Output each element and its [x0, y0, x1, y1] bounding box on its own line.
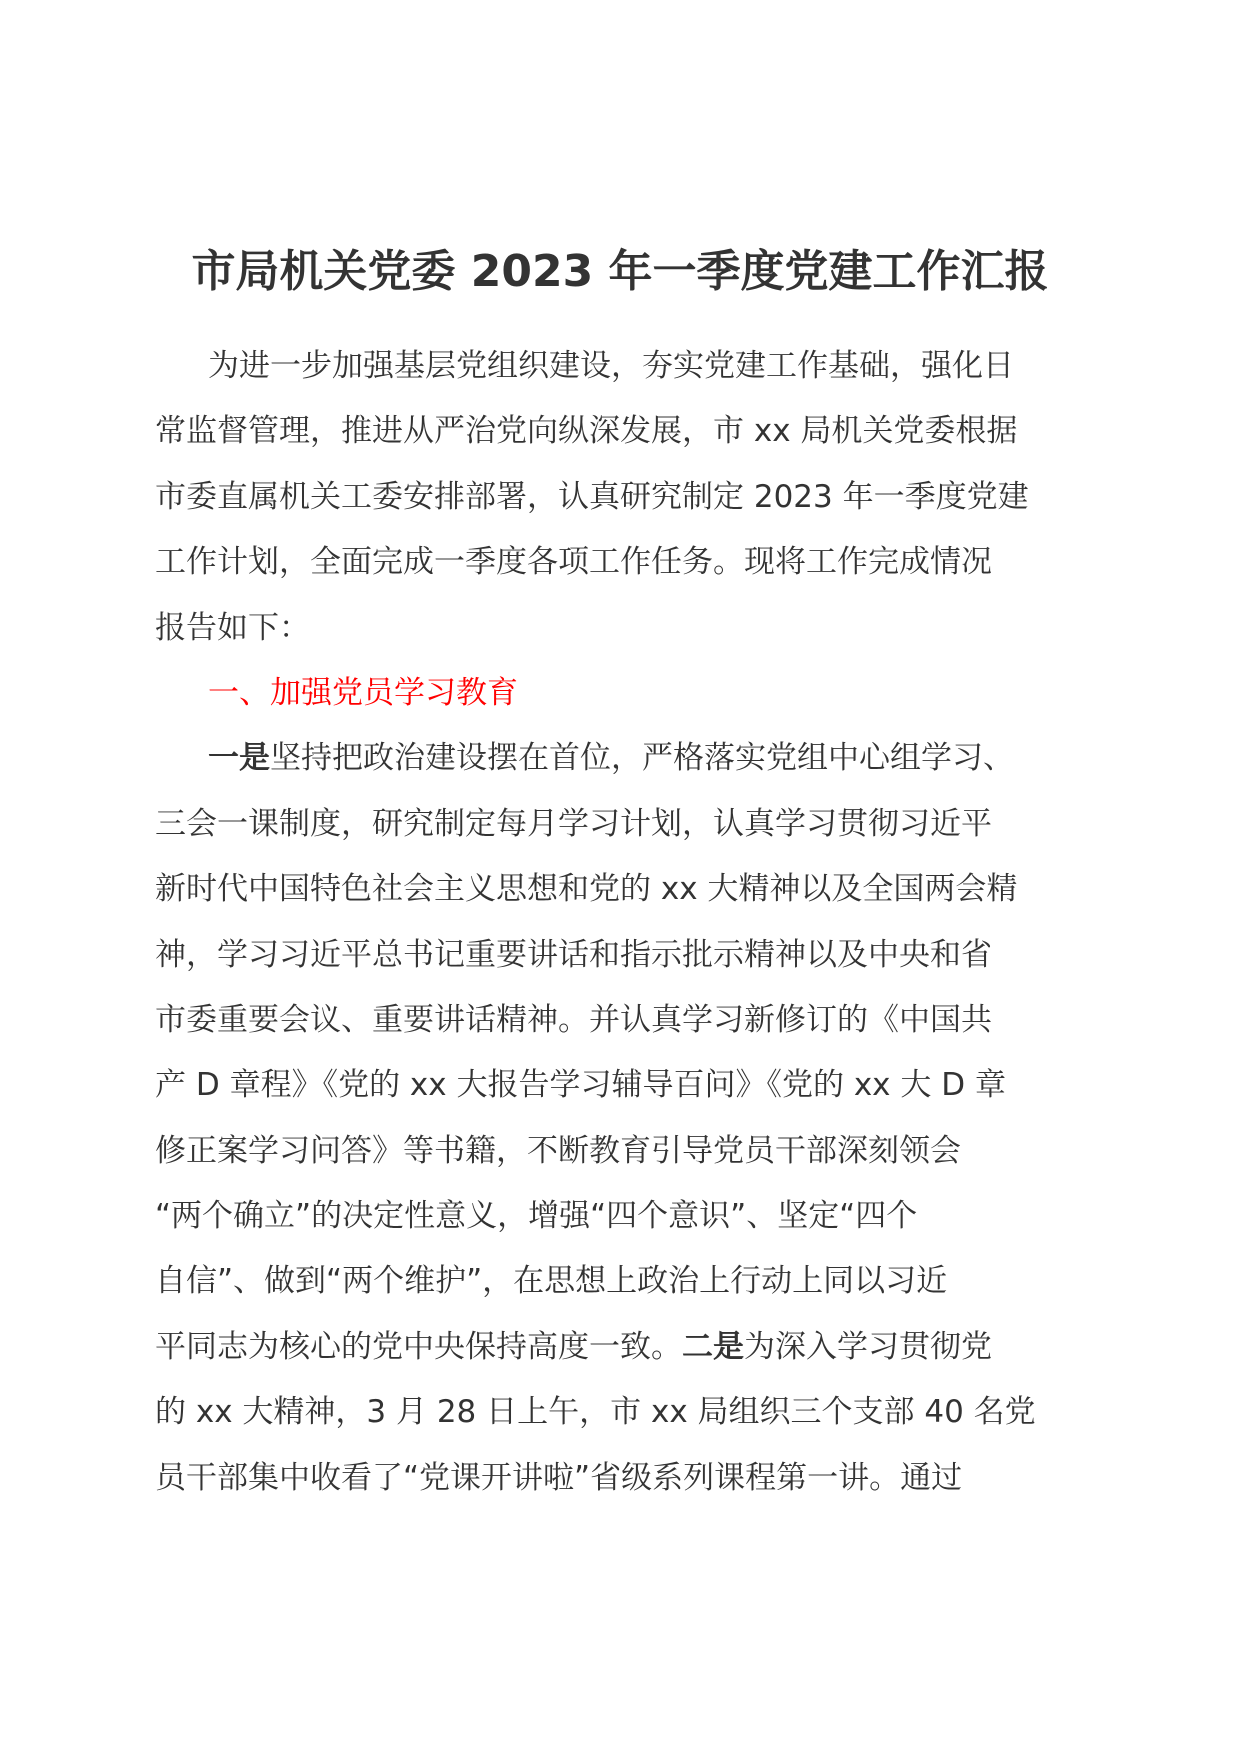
paragraph-line: 新时代中国特色社会主义思想和党的 xx 大精神以及全国两会精 [155, 871, 1018, 908]
paragraph-line: 员干部集中收看了“党课开讲啦”省级系列课程第一讲。通过 [155, 1459, 963, 1496]
document-title: 市局机关党委 2023 年一季度党建工作汇报 [191, 246, 1049, 297]
paragraph-line: 市委重要会议、重要讲话精神。并认真学习新修订的《中国共 [155, 1001, 992, 1038]
point-label: 一是 [208, 740, 270, 777]
section-heading: 一、加强党员学习教育 [208, 674, 518, 711]
paragraph-line: 自信”、做到“两个维护”，在思想上政治上行动上同以习近 [155, 1263, 948, 1300]
paragraph-line: “两个确立”的决定性意义，增强“四个意识”、坚定“四个 [155, 1198, 918, 1235]
paragraph-line: 的 xx 大精神，3 月 28 日上午，市 xx 局组织三个支部 40 名党 [155, 1394, 1036, 1431]
intro-line: 市委直属机关工委安排部署，认真研究制定 2023 年一季度党建 [155, 478, 1029, 515]
intro-line: 为进一步加强基层党组织建设，夯实党建工作基础，强化日 [208, 348, 1014, 384]
intro-line: 报告如下： [155, 609, 310, 646]
point-label: 二是 [682, 1328, 744, 1365]
paragraph-line [155, 726, 1095, 791]
paragraph-line [155, 1315, 1095, 1380]
intro-line: 工作计划，全面完成一季度各项工作任务。现将工作完成情况 [155, 544, 992, 581]
paragraph-line: 修正案学习问答》等书籍，不断教育引导党员干部深刻领会 [155, 1132, 961, 1169]
paragraph-text: 为深入学习贯彻党 [744, 1328, 992, 1365]
paragraph-text: 平同志为核心的党中央保持高度一致。 [155, 1328, 682, 1365]
paragraph-line: 神，学习习近平总书记重要讲话和指示批示精神以及中央和省 [155, 936, 992, 973]
paragraph-line: 产 D 章程》《党的 xx 大报告学习辅导百问》《党的 xx 大 D 章 [155, 1067, 1006, 1104]
paragraph-line: 三会一课制度，研究制定每月学习计划，认真学习贯彻习近平 [155, 805, 992, 842]
document-body [155, 334, 1095, 1511]
intro-line: 常监督管理，推进从严治党向纵深发展，市 xx 局机关党委根据 [155, 413, 1018, 450]
paragraph-text: 坚持把政治建设摆在首位，严格落实党组中心组学习、 [270, 740, 1014, 777]
